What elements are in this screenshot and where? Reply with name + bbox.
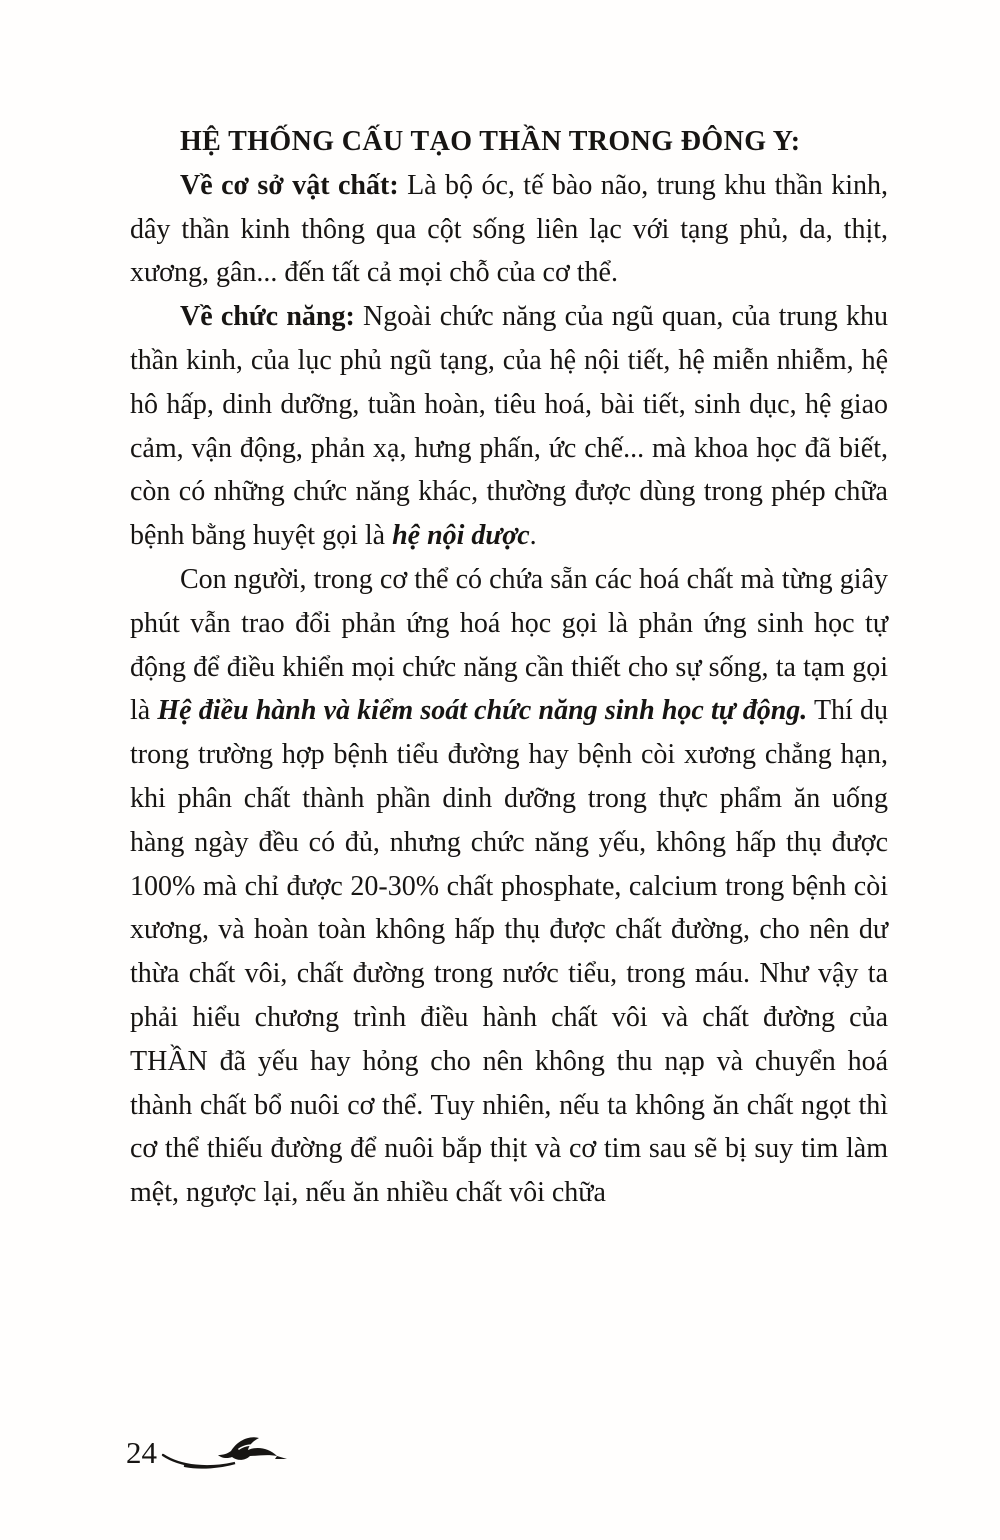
page-footer (126, 1425, 289, 1473)
paragraph-text: Thí dụ trong trường hợp bệnh tiểu đường hay bệnh còi xương chẳng hạn, khi phân chất thành phần dinh dưỡng trong thực phẩm ăn uống hàng ngày đều có đủ, nhưng chức năng yếu, không hấp thụ được 100% mà chỉ được 20-30% chất phosphate, calcium trong bệnh còi xương, và hoàn toàn không hấp thụ được chất đường, cho nên dư thừa chất vôi, chất đường trong nước tiểu, trong máu. Như vậy ta phải hiểu chương trình điều hành chất vôi và chất đường của THẦN đã yếu hay hỏng cho nên không thu nạp và chuyển hoá thành chất bổ nuôi cơ thể. Tuy nhiên, nếu ta không ăn chất ngọt thì cơ thể thiếu đường để nuôi bắp thịt và cơ tim sau sẽ bị suy tim làm mệt, ngược lại, nếu ăn nhiều chất vôi chữa (130, 695, 888, 1209)
paragraph-text: Là bộ óc, tế bào não, trung khu thần kinh, dây thần kinh thông qua cột sống liên lạc với tạng phủ, da, thịt, xương, gân... đến tất cả mọi chỗ của cơ thể. (130, 169, 888, 289)
paragraph-functions (130, 295, 888, 558)
text-column (130, 120, 888, 1215)
emphasized-term: Hệ điều hành và kiểm soát chức năng sinh học tự động. (157, 695, 808, 727)
bird-sketch-icon (161, 1425, 289, 1471)
paragraph-body-chemistry (130, 558, 888, 1215)
paragraph-lead-label: Về chức năng: (180, 301, 355, 333)
paragraph-text: Con người, trong cơ thể có chứa sẵn các hoá chất mà từng giây phút vẫn trao đổi phản ứng hoá học gọi là phản ứng sinh học tự động để điều khiển mọi chức năng cần thiết cho sự sống, ta tạm gọi là (130, 563, 888, 727)
emphasized-term: hệ nội dược (392, 520, 530, 552)
paragraph-text: . (529, 520, 537, 552)
paragraph-material-basis (130, 164, 888, 295)
paragraph-text: Ngoài chức năng của ngũ quan, của trung khu thần kinh, của lục phủ ngũ tạng, của hệ nội tiết, hệ miễn nhiễm, hệ hô hấp, dinh dưỡng, tuần hoàn, tiêu hoá, bài tiết, sinh dục, hệ giao cảm, vận động, phản xạ, hưng phấn, ức chế... mà khoa học đã biết, còn có những chức năng khác, thường được dùng trong phép chữa bệnh bằng huyệt gọi là (130, 301, 888, 552)
page-number: 24 (126, 1435, 157, 1470)
section-heading: HỆ THỐNG CẤU TẠO THẦN TRONG ĐÔNG Y: (180, 126, 801, 157)
paragraph-lead-label: Về cơ sở vật chất: (180, 169, 399, 201)
